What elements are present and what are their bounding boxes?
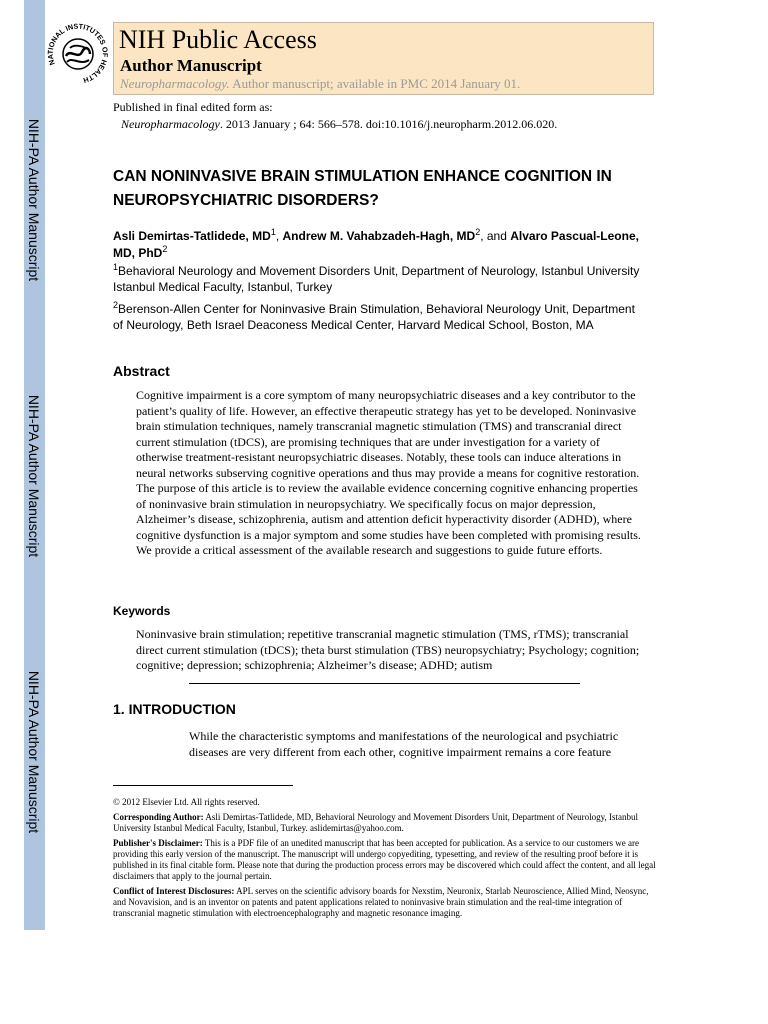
header-title: NIH Public Access — [119, 25, 317, 54]
conflict-of-interest-note: Conflict of Interest Disclosures: APL serves on the scientific advisory boards for Nexstim, Neuronix, Starlab Neuroscience, Allied Mind, Neosync, and Novavision, and is an inventor on patents and patent applications related to noninvasive brain stimulation and the real-time integration of transcranial magnetic stimulation with electroencephalography and magnetic resonance imaging. — [113, 886, 649, 918]
author-3: Alvaro Pascual-Leone, MD, PhD — [113, 229, 639, 260]
nih-logo-icon — [44, 20, 112, 88]
author-1: Asli Demirtas-Tatlidede, MD — [113, 229, 271, 243]
author-list: Asli Demirtas-Tatlidede, $MD^1$, Andrew M. Vahabzadeh-Hagh, $MD^2$, and Alvaro Pascual-Leone, MD, PhD$^2$ — [113, 227, 639, 260]
published-label: Published in final edited form as: — [113, 100, 273, 114]
introduction-text: While the characteristic symptoms and manifestations of the neurological and psychiatric diseases are very different from each other, cognitive impairment remains a core feature — [189, 729, 619, 759]
corresponding-author-note: Corresponding Author: Asli Demirtas-Tatlidede, MD, Behavioral Neurology and Movement Disorders Unit, Department of Neurology, Istanbul University Istanbul Medical Faculty, Istanbul, Turkey. aslidemirtas@yahoo.com. — [113, 812, 639, 833]
header-availability: Neuropharmacology. Author manuscript; available in PMC 2014 January 01. — [120, 76, 521, 91]
affiliation-2: $^2$Berenson-Allen Center for Noninvasive Brain Stimulation, Behavioral Neurology Unit, Department of Neurology, Beth Israel Deaconess Medical Center, Harvard Medical School, Boston, MA — [113, 300, 635, 332]
section-divider — [189, 683, 580, 684]
abstract-heading: Abstract — [113, 363, 170, 379]
author-2: Andrew M. Vahabzadeh-Hagh, MD — [282, 229, 476, 243]
copyright-note: © 2012 Elsevier Ltd. All rights reserved. — [113, 797, 260, 807]
citation: Neuropharmacology. 2013 January ; 64: 566–578. doi:10.1016/j.neuropharm.2012.06.020. — [121, 117, 558, 131]
footnote-divider — [113, 785, 293, 786]
nih-public-access-header — [113, 22, 654, 95]
abstract-text: Cognitive impairment is a core symptom of many neuropsychiatric diseases and a key contributor to the patient’s quality of life. However, an effective therapeutic strategy has yet to be developed. Noninvasive brain stimulation techniques, namely transcranial magnetic stimulation (TMS) and transcranial direct current stimulation (tDCS), are promising techniques that are under investigation for a variety of otherwise treatment-resistant neuropsychiatric diseases. Notably, these tools can induce alterations in neural networks subserving cognitive operations and thus may provide a means for cognitive restoration. The purpose of this article is to review the available evidence concerning cognitive enhancing properties of noninvasive brain stimulation in neuropsychiatry. We specifically focus on major depression, Alzheimer’s disease, schizophrenia, autism and attention deficit hyperactivity disorder (ADHD), where cognitive dysfunction is a major symptom and some studies have been completed with promising results. We provide a critical assessment of the available research and suggestions to guide future efforts. — [136, 388, 641, 557]
footnotes — [113, 797, 658, 923]
affiliation-1: $^1$Behavioral Neurology and Movement Disorders Unit, Department of Neurology, Istanbul University Istanbul Medical Faculty, Istanbul, Turkey — [113, 262, 640, 294]
keywords-heading: Keywords — [113, 604, 171, 618]
publication-info — [113, 99, 557, 133]
publisher-disclaimer-note: Publisher's Disclaimer: This is a PDF file of an unedited manuscript that has been accepted for publication. As a service to our customers we are providing this early version of the manuscript. The manuscript will undergo copyediting, typesetting, and review of the resulting proof before it is published in its final citable form. Please note that during the production process errors may be discovered which could affect the content, and all legal disclaimers that apply to the journal pertain. — [113, 838, 656, 881]
header-subtitle: Author Manuscript — [120, 56, 262, 75]
article-title: CAN NONINVASIVE BRAIN STIMULATION ENHANCE COGNITION IN NEUROPSYCHIATRIC DISORDERS? — [113, 168, 612, 209]
introduction-heading: 1. INTRODUCTION — [113, 701, 236, 717]
svg-text:NATIONAL INSTITUTES OF HEALTH: NATIONAL INSTITUTES OF HEALTH — [45, 21, 110, 85]
keywords-text: Noninvasive brain stimulation; repetitive transcranial magnetic stimulation (TMS, rTMS); transcranial direct current stimulation (tDCS); theta burst stimulation (TBS) neuropsychiatry; Psychology; cognition; cognitive; depression; schizophrenia; Alzheimer’s disease; ADHD; autism — [136, 627, 640, 672]
